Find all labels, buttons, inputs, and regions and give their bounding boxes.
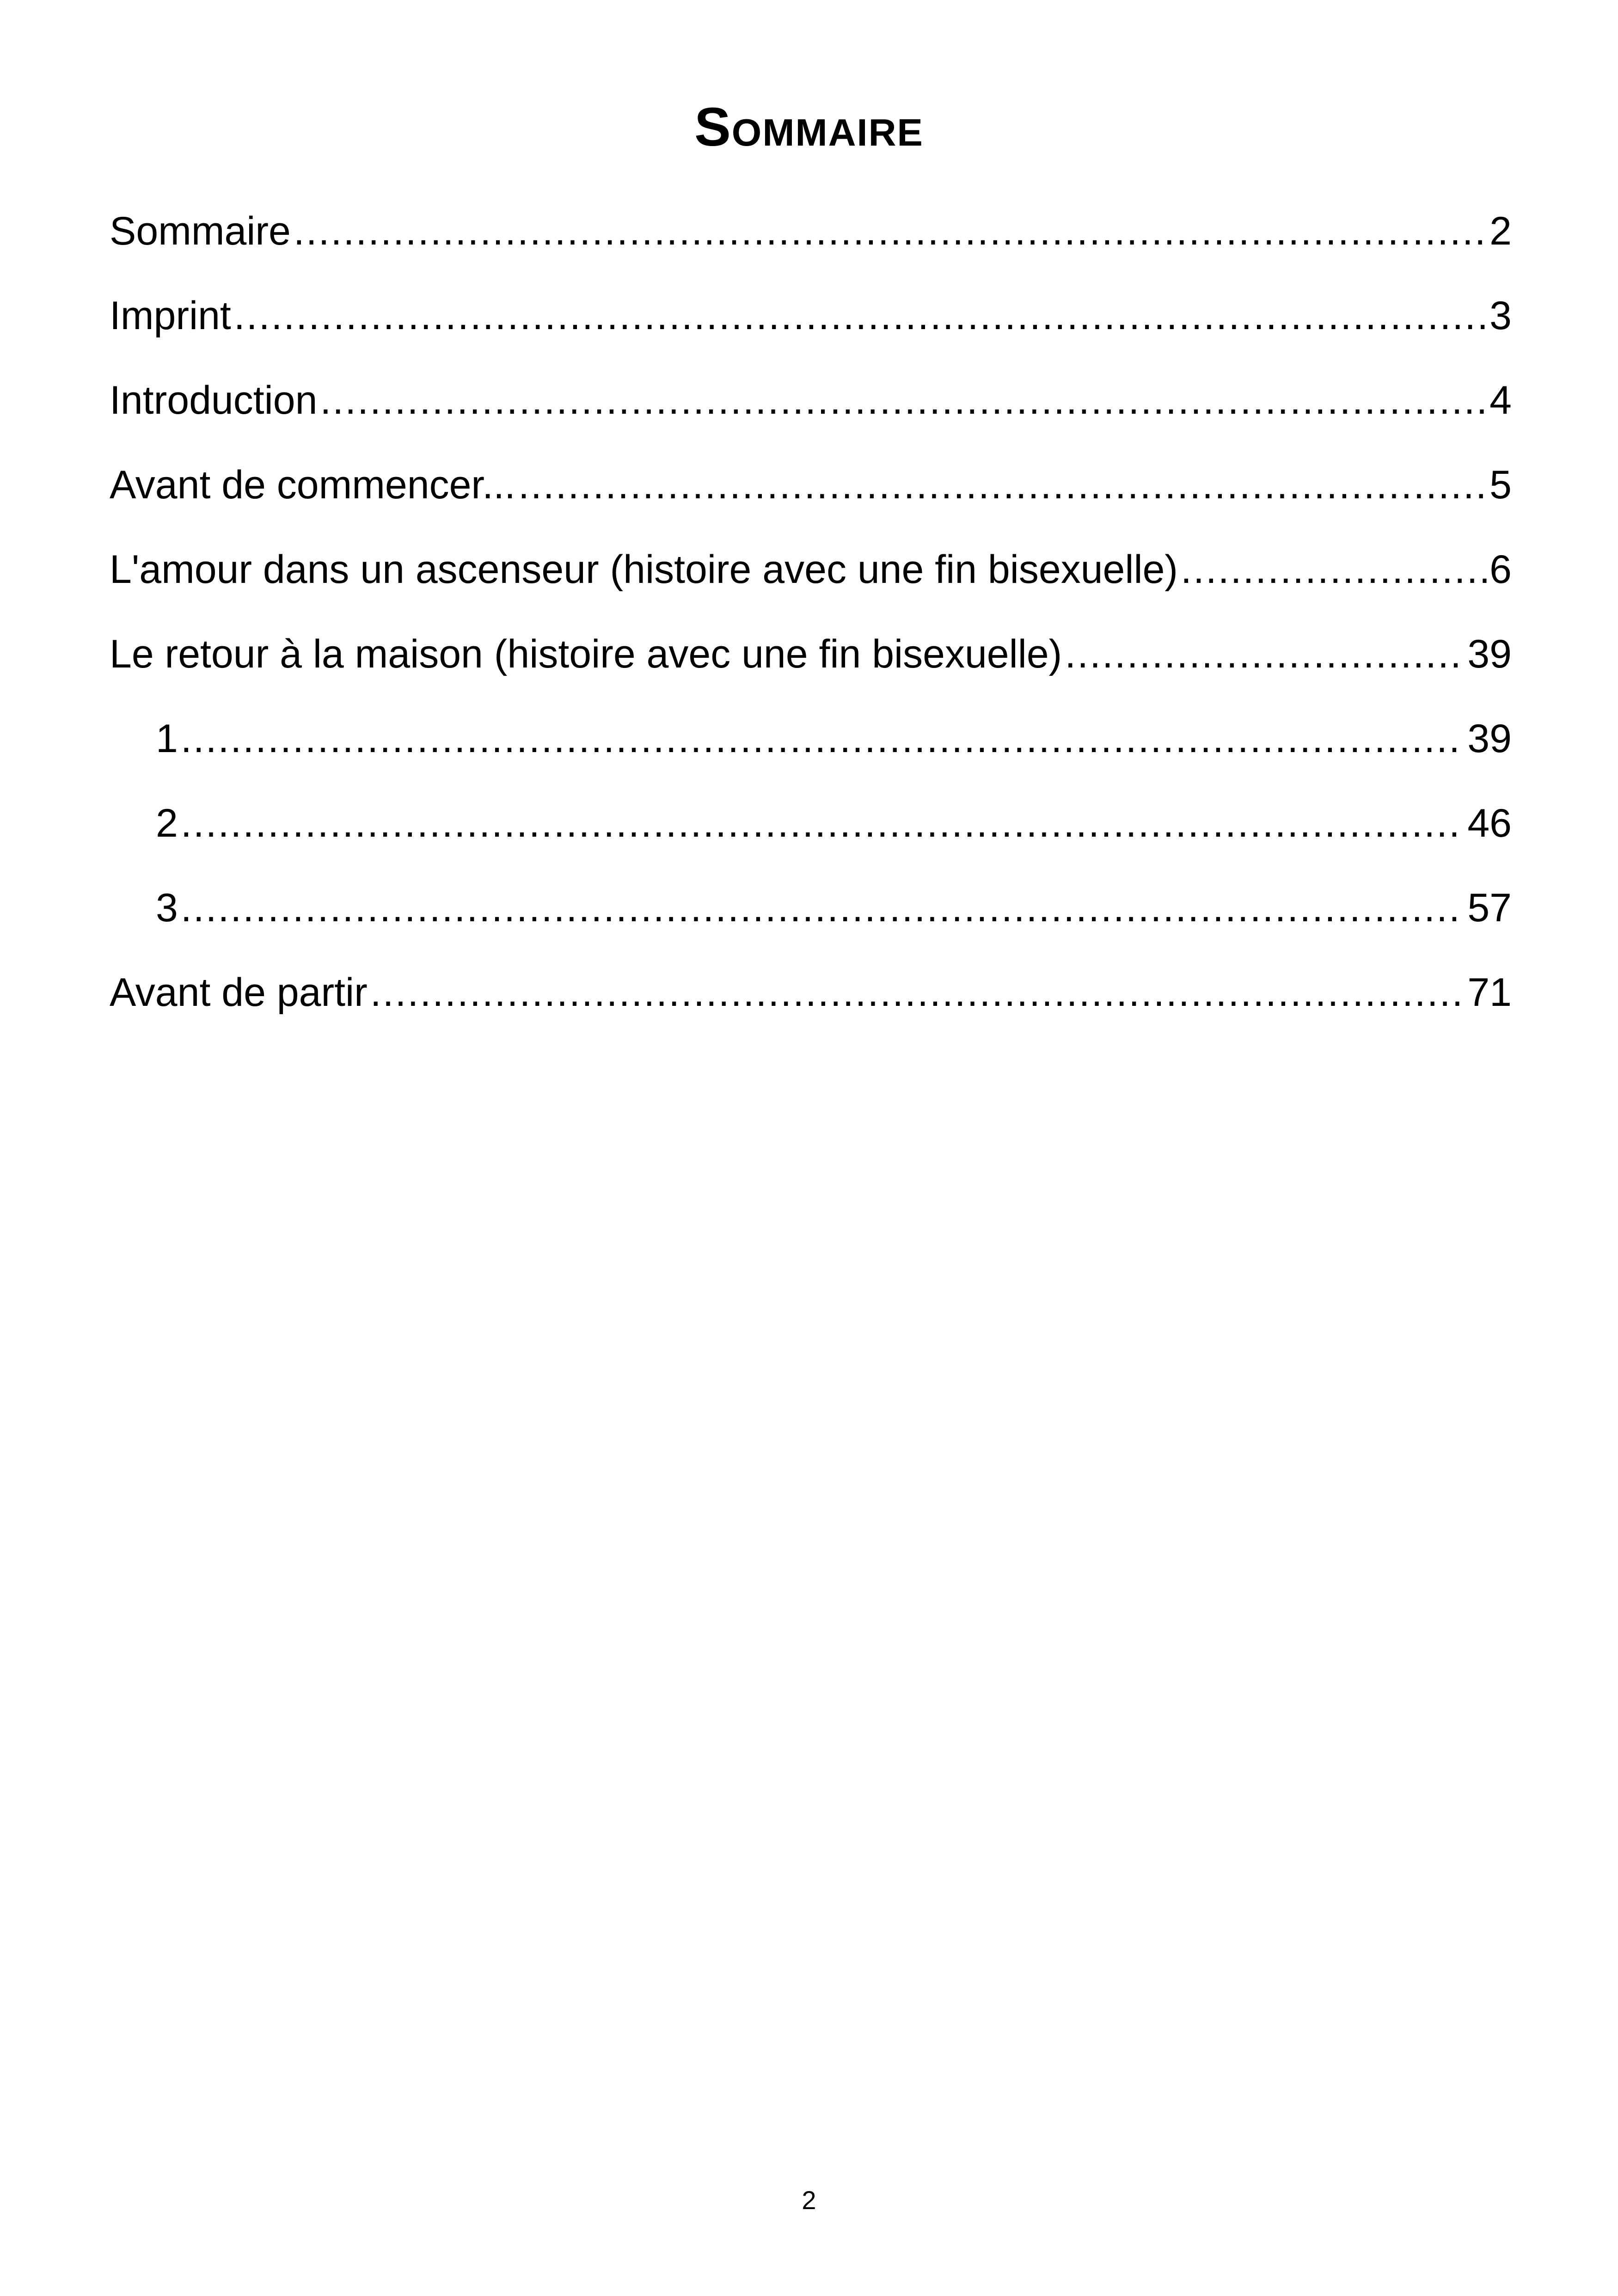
toc-entry-page: 2	[1489, 209, 1512, 253]
toc-entry-label: 1	[156, 716, 178, 761]
toc-dot-leader	[1181, 537, 1487, 602]
toc-entry-label: Introduction	[110, 378, 318, 422]
toc-entry[interactable]	[110, 453, 1512, 537]
toc-dot-leader	[181, 706, 1465, 771]
toc-entry-page: 71	[1467, 970, 1512, 1015]
toc-dot-leader	[320, 368, 1487, 433]
toc-entry-page: 39	[1467, 632, 1512, 676]
toc-entry[interactable]	[110, 537, 1512, 622]
toc-entry-label: 3	[156, 886, 178, 930]
toc-dot-leader	[370, 960, 1465, 1025]
toc-dot-leader	[1065, 622, 1465, 686]
toc-dot-leader	[181, 791, 1465, 856]
toc-entry-page: 5	[1489, 463, 1512, 507]
toc-entry[interactable]	[110, 960, 1512, 1045]
page-number: 2	[802, 2186, 816, 2215]
toc-subentry[interactable]	[110, 791, 1512, 876]
toc-subentry[interactable]	[110, 706, 1512, 791]
toc-entry-page: 57	[1467, 886, 1512, 930]
toc-entry-page: 39	[1467, 716, 1512, 761]
toc-entry-label: Avant de commencer...	[110, 463, 515, 507]
toc-entry-label: Sommaire	[110, 209, 291, 253]
toc-entry[interactable]	[110, 368, 1512, 453]
toc-entry[interactable]	[110, 283, 1512, 368]
toc-entry-page: 3	[1489, 294, 1512, 338]
toc-entry-label: 2	[156, 801, 178, 845]
toc-entry-label: L'amour dans un ascenseur (histoire avec une fin bisexuelle)	[110, 547, 1178, 592]
toc-dot-leader	[518, 453, 1487, 517]
toc-subentry[interactable]	[110, 876, 1512, 960]
toc-entry-page: 4	[1489, 378, 1512, 422]
toc-entry-label: Avant de partir	[110, 970, 368, 1015]
table-of-contents	[110, 199, 1512, 1045]
toc-dot-leader	[234, 283, 1487, 348]
toc-entry-label: Le retour à la maison (histoire avec une fin bisexuelle)	[110, 632, 1062, 676]
toc-dot-leader	[294, 199, 1487, 263]
toc-entry-label: Imprint	[110, 294, 231, 338]
toc-entry-page: 6	[1489, 547, 1512, 592]
toc-entry[interactable]	[110, 622, 1512, 706]
toc-entry[interactable]	[110, 199, 1512, 283]
toc-entry-page: 46	[1467, 801, 1512, 845]
toc-dot-leader	[181, 876, 1465, 940]
page-title: Sommaire	[694, 97, 924, 158]
